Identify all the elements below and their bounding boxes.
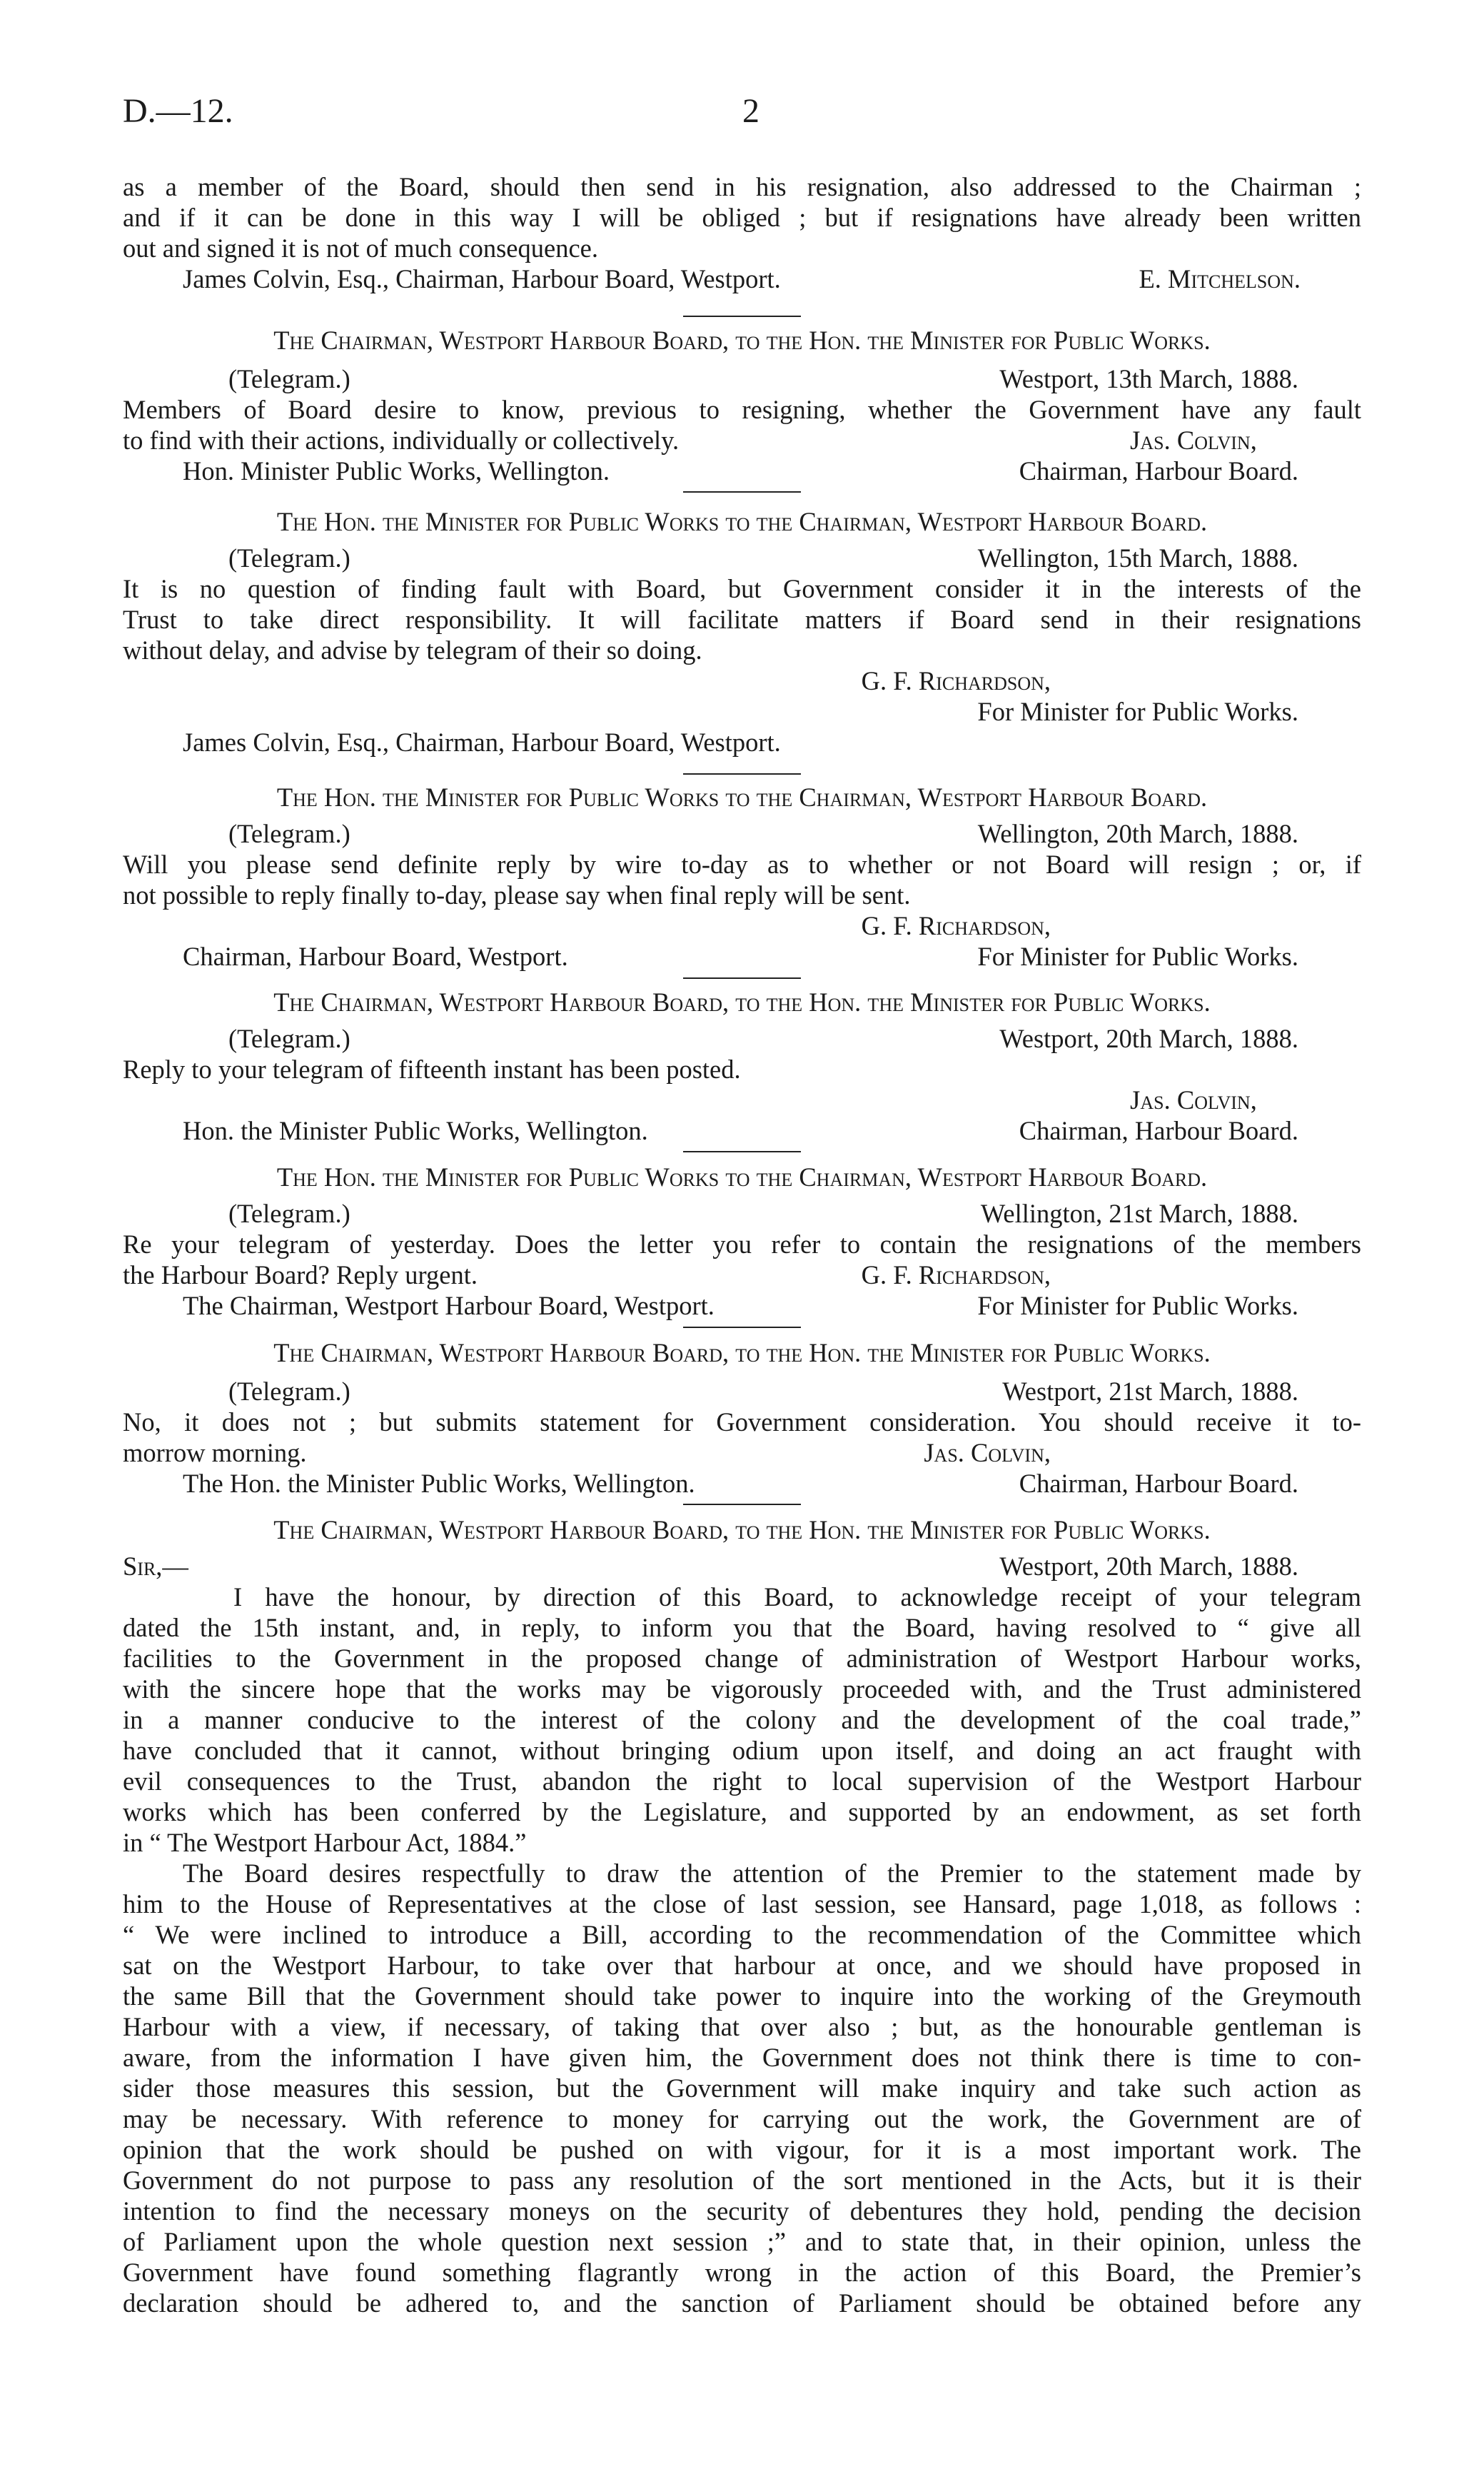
- body-text: to find with their actions, individually or collectively.: [123, 426, 680, 455]
- signature: G. F. Richardson,: [861, 911, 1051, 940]
- body-line: “ We were inclined to introduce a Bill, according to the recommendation of the Committee which: [123, 1920, 1361, 1949]
- body-line: intention to find the necessary moneys on the security of debentures they hold, pending the decision: [123, 2196, 1361, 2226]
- signer-title: For Minister for Public Works.: [977, 1291, 1298, 1320]
- body-line: Government have found something flagrantly wrong in the action of this Board, the Premier’s: [123, 2258, 1361, 2287]
- telegram-dateline-row: [123, 1198, 1361, 1229]
- signer-title: Chairman, Harbour Board.: [1019, 1469, 1298, 1498]
- divider: [683, 1151, 801, 1152]
- body-line: Harbour with a view, if necessary, of taking that over also ; but, as the honourable gentleman is: [123, 2012, 1361, 2041]
- addressee-row: [123, 1290, 1361, 1321]
- body-line: opinion that the work should be pushed on with vigour, for it is a most important work. The: [123, 2135, 1361, 2164]
- body-line: [123, 425, 1361, 456]
- telegram-dateline-row: [123, 1376, 1361, 1407]
- signature: G. F. Richardson,: [861, 666, 1051, 695]
- signature: Jas. Colvin,: [1130, 1085, 1257, 1115]
- body-line: Will you please send definite reply by wire to-day as to whether or not Board will resign ; or, if: [123, 850, 1361, 879]
- body-line: aware, from the information I have given him, the Government does not think there is time to con-: [123, 2043, 1361, 2072]
- addressee: Hon. Minister Public Works, Wellington.: [183, 456, 610, 486]
- telegram-heading: The Hon. the Minister for Public Works to the Chairman, Westport Harbour Board.: [276, 507, 1208, 536]
- addressee: The Chairman, Westport Harbour Board, Westport.: [183, 1291, 715, 1320]
- body-line: The Board desires respectfully to draw the attention of the Premier to the statement made by: [183, 1859, 1361, 1888]
- telegram-type: (Telegram.): [228, 364, 350, 393]
- body-line: dated the 15th instant, and, in reply, to inform you that the Board, having resolved to “ give all: [123, 1613, 1361, 1642]
- signer-title: Chairman, Harbour Board.: [1019, 1116, 1298, 1145]
- signature: E. Mitchelson.: [1139, 264, 1301, 293]
- body-line: with the sincere hope that the works may be vigorously proceeded with, and the Trust administered: [123, 1674, 1361, 1704]
- body-line: not possible to reply finally to-day, please say when final reply will be sent.: [123, 880, 911, 910]
- body-line: Trust to take direct responsibility. It will facilitate matters if Board send in their resignations: [123, 605, 1361, 634]
- telegram-type: (Telegram.): [228, 1377, 350, 1406]
- dateline: Wellington, 21st March, 1888.: [980, 1199, 1298, 1228]
- letter-salutation-row: [123, 1551, 1361, 1582]
- telegram-type: (Telegram.): [228, 819, 350, 848]
- dateline: Wellington, 15th March, 1888.: [977, 543, 1298, 573]
- body-line: facilities to the Government in the proposed change of administration of Westport Harbour works,: [123, 1644, 1361, 1673]
- salutation: Sir,—: [123, 1552, 188, 1581]
- addressee-row: [123, 456, 1361, 486]
- telegram-heading: The Hon. the Minister for Public Works to the Chairman, Westport Harbour Board.: [276, 1162, 1208, 1192]
- body-line: Government do not purpose to pass any resolution of the sort mentioned in the Acts, but it is their: [123, 2166, 1361, 2195]
- body-line: in “ The Westport Harbour Act, 1884.”: [123, 1828, 527, 1857]
- document-reference: D.—12.: [123, 92, 233, 130]
- dateline: Westport, 13th March, 1888.: [999, 364, 1298, 393]
- telegram-dateline-row: [123, 818, 1361, 849]
- dateline: Westport, 21st March, 1888.: [1002, 1377, 1298, 1406]
- addressee: James Colvin, Esq., Chairman, Harbour Board, Westport.: [183, 728, 781, 757]
- signature: G. F. Richardson,: [861, 1260, 1051, 1289]
- addressee-row: [123, 1115, 1361, 1146]
- telegram-dateline-row: [123, 1023, 1361, 1054]
- body-line: [123, 1437, 1361, 1468]
- addressee: Chairman, Harbour Board, Westport.: [183, 942, 568, 971]
- divider: [683, 977, 801, 979]
- signer-title: Chairman, Harbour Board.: [1019, 456, 1298, 486]
- divider: [683, 773, 801, 775]
- telegram-heading: The Chairman, Westport Harbour Board, to the Hon. the Minister for Public Works.: [273, 326, 1211, 355]
- body-line: out and signed it is not of much consequence.: [123, 233, 598, 263]
- divider: [683, 1504, 801, 1505]
- dateline: Wellington, 20th March, 1888.: [977, 819, 1298, 848]
- body-line: of Parliament upon the whole question next session ;” and to state that, in their opinion, unless the: [123, 2227, 1361, 2256]
- addressee: Hon. the Minister Public Works, Wellington.: [183, 1116, 648, 1145]
- signature: Jas. Colvin,: [924, 1438, 1051, 1467]
- addressee: James Colvin, Esq., Chairman, Harbour Board, Westport.: [183, 264, 781, 293]
- telegram-type: (Telegram.): [228, 543, 350, 573]
- divider: [683, 316, 801, 317]
- body-line: Re your telegram of yesterday. Does the letter you refer to contain the resignations of the members: [123, 1230, 1361, 1259]
- addressee: The Hon. the Minister Public Works, Wellington.: [183, 1469, 695, 1498]
- telegram-heading: The Chairman, Westport Harbour Board, to the Hon. the Minister for Public Works.: [273, 1338, 1211, 1367]
- body-line: declaration should be adhered to, and the sanction of Parliament should be obtained before any: [123, 2288, 1361, 2318]
- addressee-row: [123, 1468, 1361, 1499]
- body-line: Reply to your telegram of fifteenth instant has been posted.: [123, 1055, 741, 1084]
- telegram-dateline-row: [123, 363, 1361, 394]
- body-line: and if it can be done in this way I will be obliged ; but if resignations have already been written: [123, 203, 1361, 232]
- body-line: sat on the Westport Harbour, to take over that harbour at once, and we should have proposed in: [123, 1951, 1361, 1980]
- body-line: have concluded that it cannot, without bringing odium upon itself, and doing an act fraught with: [123, 1736, 1361, 1765]
- dateline: Westport, 20th March, 1888.: [999, 1552, 1298, 1581]
- letter-addressee-line: [123, 263, 1361, 294]
- signature: Jas. Colvin,: [1130, 426, 1257, 455]
- body-line: works which has been conferred by the Legislature, and supported by an endowment, as set forth: [123, 1797, 1361, 1826]
- body-line: [123, 1259, 1361, 1290]
- signer-title: For Minister for Public Works.: [977, 697, 1298, 726]
- telegram-heading: The Hon. the Minister for Public Works to the Chairman, Westport Harbour Board.: [276, 783, 1208, 812]
- dateline: Westport, 20th March, 1888.: [999, 1024, 1298, 1053]
- body-line: No, it does not ; but submits statement for Government consideration. You should receive it to-: [123, 1407, 1361, 1437]
- telegram-type: (Telegram.): [228, 1199, 350, 1228]
- page-number: 2: [742, 92, 759, 130]
- body-text: morrow morning.: [123, 1438, 307, 1467]
- body-line: Members of Board desire to know, previous to resigning, whether the Government have any fault: [123, 395, 1361, 424]
- body-line: the same Bill that the Government should take power to inquire into the working of the Greymouth: [123, 1981, 1361, 2011]
- addressee-row: [123, 941, 1361, 972]
- telegram-heading: The Chairman, Westport Harbour Board, to the Hon. the Minister for Public Works.: [273, 987, 1211, 1017]
- telegram-dateline-row: [123, 543, 1361, 573]
- telegram-type: (Telegram.): [228, 1024, 350, 1053]
- body-line: evil consequences to the Trust, abandon the right to local supervision of the Westport Harbour: [123, 1766, 1361, 1796]
- body-line: without delay, and advise by telegram of their so doing.: [123, 635, 702, 665]
- body-line: him to the House of Representatives at the close of last session, see Hansard, page 1,018, as follows :: [123, 1889, 1361, 1919]
- divider: [683, 1327, 801, 1328]
- body-line: in a manner conducive to the interest of the colony and the development of the coal trade,”: [123, 1705, 1361, 1734]
- body-line: as a member of the Board, should then send in his resignation, also addressed to the Chairman ;: [123, 172, 1361, 201]
- body-line: may be necessary. With reference to money for carrying out the work, the Government are of: [123, 2104, 1361, 2133]
- body-line: sider those measures this session, but the Government will make inquiry and take such action as: [123, 2073, 1361, 2103]
- divider: [683, 491, 801, 493]
- body-text: the Harbour Board? Reply urgent.: [123, 1260, 478, 1289]
- body-line: I have the honour, by direction of this Board, to acknowledge receipt of your telegram: [233, 1582, 1361, 1611]
- letter-heading: The Chairman, Westport Harbour Board, to the Hon. the Minister for Public Works.: [273, 1515, 1211, 1544]
- body-line: It is no question of finding fault with Board, but Government consider it in the interests of the: [123, 574, 1361, 603]
- signer-title: For Minister for Public Works.: [977, 942, 1298, 971]
